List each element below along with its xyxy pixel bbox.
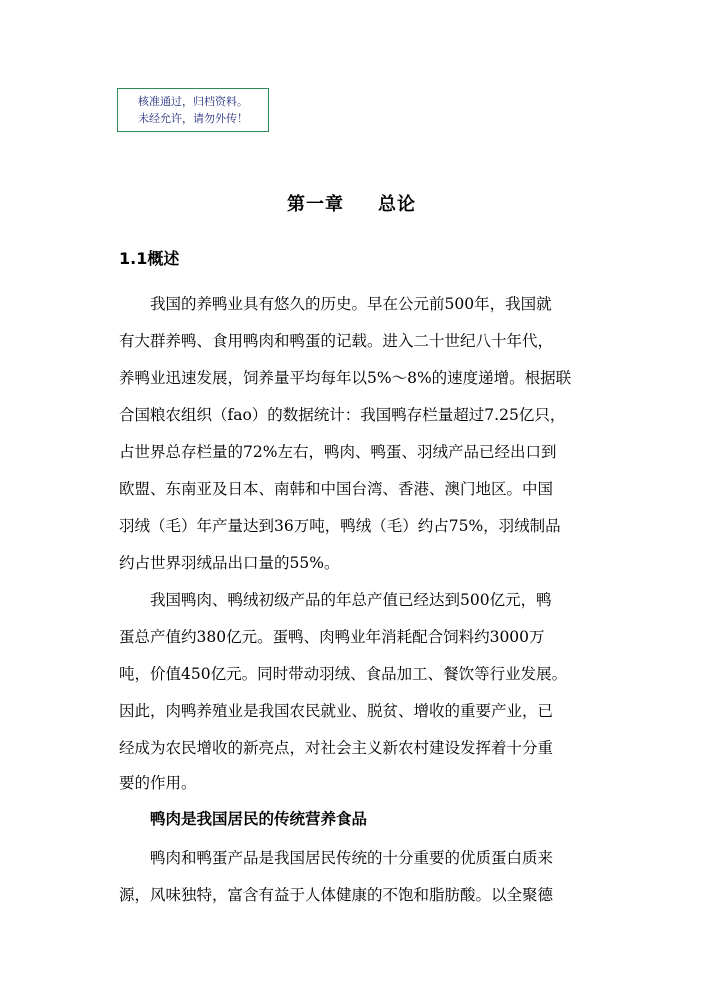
paragraph-3-line: 源，风味独特，富含有益于人体健康的不饱和脂肪酸。以全聚德	[119, 886, 554, 904]
paragraph-2-line: 我国鸭肉、鸭绒初级产品的年总产值已经达到500亿元，鸭	[150, 591, 552, 609]
paragraph-1-line: 养鸭业迅速发展，饲养量平均每年以5%～8%的速度递增。根据联	[119, 369, 572, 387]
paragraph-1-line: 有大群养鸭、食用鸭肉和鸭蛋的记载。进入二十世纪八十年代，	[119, 332, 554, 350]
section-heading: 1.1概述	[119, 249, 180, 268]
paragraph-2-line: 要的作用。	[119, 774, 197, 792]
subheading: 鸭肉是我国居民的传统营养食品	[150, 810, 368, 828]
paragraph-2-line: 因此，肉鸭养殖业是我国农民就业、脱贫、增收的重要产业，已	[119, 702, 554, 720]
paragraph-1-line: 欧盟、东南亚及日本、南韩和中国台湾、香港、澳门地区。中国	[119, 480, 554, 498]
paragraph-1-line: 合国粮农组织（fao）的数据统计：我国鸭存栏量超过7.25亿只，	[119, 406, 566, 424]
chapter-title	[0, 193, 703, 217]
paragraph-2-line: 经成为农民增收的新亮点，对社会主义新农村建设发挥着十分重	[119, 739, 554, 757]
approval-stamp	[117, 88, 269, 132]
paragraph-3-line: 鸭肉和鸭蛋产品是我国居民传统的十分重要的优质蛋白质来	[150, 849, 554, 867]
stamp-line-1: 核准通过，归档资料。	[138, 95, 248, 108]
paragraph-1-line: 羽绒（毛）年产量达到36万吨，鸭绒（毛）约占75%，羽绒制品	[119, 517, 561, 535]
paragraph-1-line: 占世界总存栏量的72%左右，鸭肉、鸭蛋、羽绒产品已经出口到	[119, 443, 557, 461]
stamp-line-2: 未经允许，请勿外传！	[138, 112, 248, 125]
chapter-number: 第一章	[287, 194, 344, 215]
paragraph-2-line: 蛋总产值约380亿元。蛋鸭、肉鸭业年消耗配合饲料约3000万	[119, 628, 545, 646]
paragraph-2-line: 吨，价值450亿元。同时带动羽绒、食品加工、餐饮等行业发展。	[119, 665, 568, 683]
paragraph-1-line: 我国的养鸭业具有悠久的历史。早在公元前500年，我国就	[150, 295, 552, 313]
paragraph-1-line: 约占世界羽绒品出口量的55%。	[119, 554, 340, 572]
chapter-name: 总论	[378, 194, 416, 215]
